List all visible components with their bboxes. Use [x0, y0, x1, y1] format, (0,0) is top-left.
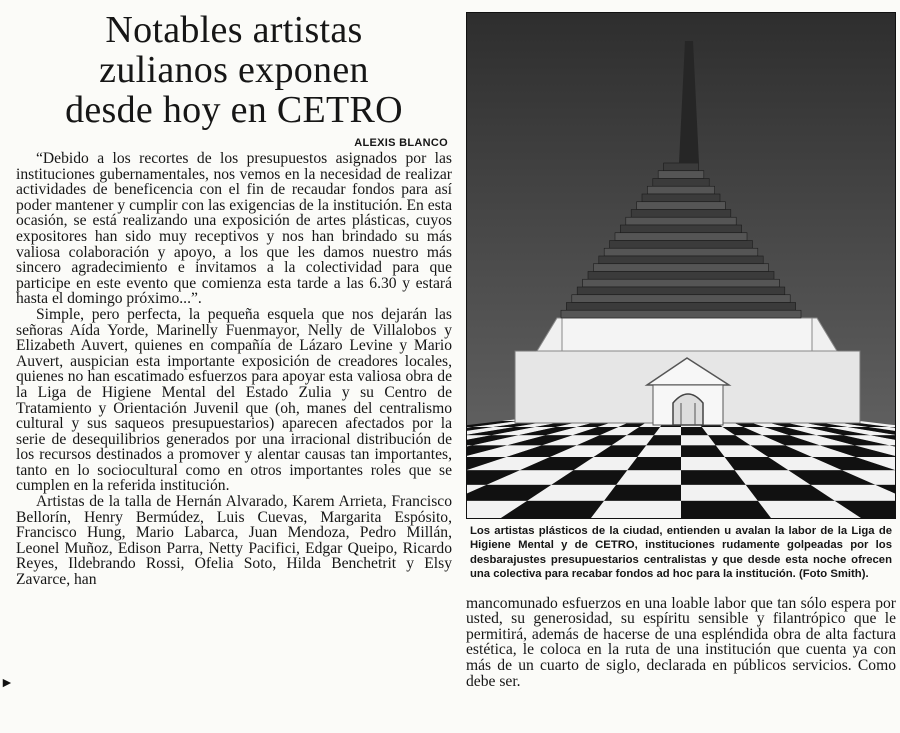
article-paragraph-2: Simple, pero perfecta, la pequeña esquela que nos dejarán las señoras Aída Yorde, Marinelly Fuenmayor, Nelly de Villalobos y Elizabeth Auvert, quienes en compañía de Lázaro Levine y Mario Auvert, auspician esta importante exposición de creadores locales, quienes no han escatimado esfuerzos para apoyar esta valiosa obra de la Liga de Higiene Mental del Estado Zulia y su Centro de Tratamiento y Orientación Juvenil que (oh, manes del centralismo cultural y sus saqueos presupuestarios) aparecen afectados por la serie de desequilibrios generados por una irracional distribución de los recursos destinados a promover y alentar causas tan importantes, tanto en lo sociocultural como en otros importantes roles que se cumplen en la referida institución.: [16, 305, 452, 495]
floor-tile: [681, 470, 746, 485]
pyramid-step: [658, 171, 704, 179]
floor-tile: [591, 501, 681, 518]
arrow-marker-icon: ►: [0, 676, 14, 691]
pyramid-step: [610, 241, 753, 249]
pyramid-step: [588, 272, 774, 280]
article-paragraph-1: “Debido a los recortes de los presupuestos asignados por las instituciones gubernamentales, nos vemos en la necesidad de realizar actividades de beneficencia con el fin de recaudar fondos para así poder mantener y cumplir con las exigencias de la institución. En esta ocasión, se está realizando una exposición de artes plásticas, cuyos expositores han sido muy receptivos y nos han brindado su más valiosa colaboración y apoyo, a los que les damos nuestro más sincero agradecimiento e invitamos a la colectividad para que participe en este evento que comienza esta tarde a las 6.30 y estará hasta el domingo próximo...”.: [16, 150, 452, 308]
pyramid-step: [566, 303, 795, 311]
pyramid-step: [615, 233, 747, 241]
pyramid-step: [561, 310, 801, 318]
headline-line-2: zulianos exponen: [99, 49, 369, 91]
left-column: [16, 8, 452, 733]
article-paragraph-3: Artistas de la talla de Hernán Alvarado, Karem Arrieta, Francisco Bellorín, Henry Bermúdez, Luis Cuevas, Margarita Espósito, Francisco Hung, Mario Labarca, Juan Mendoza, Pedro Millán, Leonel Muñoz, Edison Parra, Netty Pacifici, Edgar Queipo, Ricardo Reyes, Ildebrando Rossi, Ofelia Soto, Hilda Benchetrit y Elsy Zavarce, han: [16, 493, 452, 589]
pyramid-step: [626, 217, 736, 225]
pyramid-step: [664, 163, 699, 171]
pyramid-step: [572, 295, 790, 303]
pyramid-artwork-image: [467, 13, 895, 518]
artwork-photo: [466, 12, 896, 519]
pyramid-step: [593, 264, 768, 272]
pyramid-step: [604, 248, 758, 256]
pyramid-step: [583, 279, 780, 287]
article-continuation: [466, 596, 896, 690]
headline-line-3: desde hoy en CETRO: [65, 89, 403, 131]
headline-line-1: Notables artistas: [105, 9, 363, 51]
floor-tile: [604, 485, 681, 501]
floor-tile: [616, 470, 681, 485]
pyramid-step: [642, 194, 720, 202]
byline: ALEXIS BLANCO: [354, 137, 448, 149]
floor-tile: [681, 501, 771, 518]
pyramid-step: [653, 179, 709, 187]
pyramid-step: [631, 210, 731, 218]
pyramid-step: [577, 287, 785, 295]
article-body: [16, 151, 452, 588]
pyramid-step: [637, 202, 726, 210]
floor-tile: [681, 485, 758, 501]
pyramid-step: [647, 186, 714, 194]
headline: [16, 8, 452, 130]
right-column: [466, 12, 896, 733]
pyramid-step: [620, 225, 741, 233]
photo-caption: Los artistas plásticos de la ciudad, entienden u avalan la labor de la Liga de Higiene Mental y de CETRO, instituciones rudamente golpeadas por los desbarajustes presupuestarios centralistas y que desde esta noche ofrecen una colectiva para recabar fondos ad hoc para la institución. (Foto Smith).: [470, 525, 892, 581]
continuation-paragraph: mancomunado esfuerzos en una loable labor que tan sólo espera por usted, su generosidad, su espíritu sensible y filantrópico que le permitirá, además de hacerse de una espléndida obra de alta factura estética, le coloca en la ruta de una institución que cuenta ya con más de un cuarto de siglo, declarada en públicos servicios. Como debe ser.: [466, 594, 896, 690]
pyramid-step: [599, 256, 763, 264]
